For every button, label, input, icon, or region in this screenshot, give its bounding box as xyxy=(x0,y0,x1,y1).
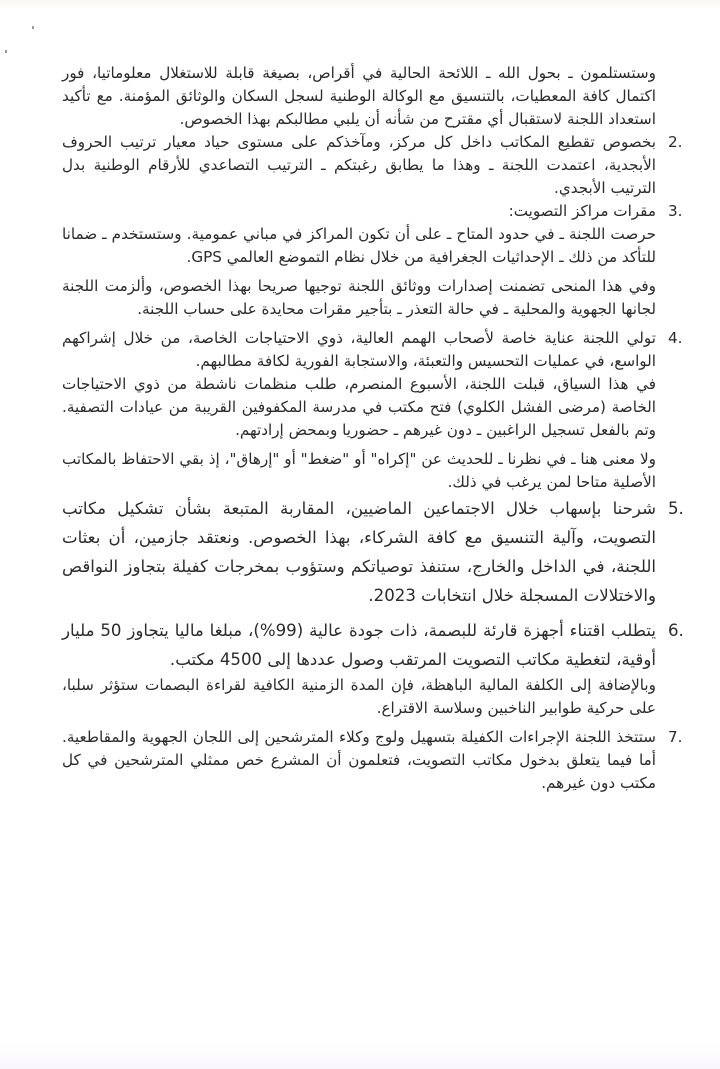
item-number: 3. xyxy=(668,202,683,220)
list-item-4 xyxy=(62,327,683,494)
item-6-continuation: وبالإضافة إلى الكلفة المالية الباهظة، فإن المدة الزمنية الكافية لقراءة البصمات ستؤثر سلبا، على حركية طوابير الناخبين وسلاسة الاقتراع. xyxy=(62,676,656,717)
scan-speck xyxy=(32,26,34,29)
item-number: 5. xyxy=(668,499,684,518)
item-paragraph: وفي هذا المنحى تضمنت إصدارات ووثائق اللجنة توجيها صريحا بهذا الخصوص، وألزمت اللجنة لجانها الجهوية والمحلية ـ في حالة التعذر ـ بتأجير مقرات محايدة على حساب اللجنة. xyxy=(62,277,656,318)
item-paragraph: حرصت اللجنة ـ في حدود المتاح ـ على أن تكون المراكز في مباني عمومية. وستستخدم ـ ضمانا للتأكد من ذلك ـ الإحداثيات الجغرافية من خلال نظام التموضع العالمي GPS. xyxy=(62,225,656,266)
item-paragraph: في هذا السياق، قبلت اللجنة، الأسبوع المنصرم، طلب منظمات ناشطة من ذوي الاحتياجات الخاصة (مرضى الفشل الكلوي) فتح مكتب في مدرسة المكفوفين القريبة من عيادات التصفية. وتم بالفعل تسجيل الراغبين ـ دون غيرهم ـ حضوريا وبمحض إرادتهم. xyxy=(62,375,656,439)
scan-bottom-edge xyxy=(0,1045,720,1069)
item-number: 7. xyxy=(668,728,683,746)
list-item-2 xyxy=(62,131,683,200)
list-item-3 xyxy=(62,200,683,321)
item-paragraph: تولي اللجنة عناية خاصة لأصحاب الهمم العالية، ذوي الاحتياجات الخاصة، من خلال إشراكهم الواسع، في عمليات التحسيس والتعبئة، والاستجابة الفورية لكافة مطالبهم. xyxy=(62,329,656,370)
document-page xyxy=(62,62,684,795)
list-item-6 xyxy=(62,616,684,674)
intro-paragraph: وستستلمون ـ بحول الله ـ اللائحة الحالية في أقراص، بصيغة قابلة للاستغلال معلوماتيا، فور اكتمال كافة المعطيات، بالتنسيق مع الوكالة الوطنية لسجل السكان والوثائق المؤمنة. مع تأكيد استعداد اللجنة لاستقبال أي مقترح من شأنه أن يلبي مطالبكم بهذا الخصوص. xyxy=(62,64,656,128)
item-heading: مقرات مراكز التصويت: xyxy=(508,202,656,220)
item-paragraph: ستتخذ اللجنة الإجراءات الكفيلة بتسهيل ولوج وكلاء المترشحين إلى اللجان الجهوية والمقاطعية. أما فيما يتعلق بدخول مكاتب التصويت، فتعلمون أن المشرع خص ممثلي المترشحين في كل مكتب دون غيرهم. xyxy=(62,728,656,792)
item-paragraph: شرحنا بإسهاب خلال الاجتماعين الماضيين، المقاربة المتبعة بشأن تشكيل مكاتب التصويت، وآلية التنسيق مع كافة الشركاء، بهذا الخصوص. ونعتقد جازمين، أن بعثات اللجنة، في الداخل والخارج، ستنفذ توصياتكم وستؤوب بمخرجات كفيلة بتجاوز النواقص والاختلالات المسجلة خلال انتخابات 2023. xyxy=(62,499,656,605)
item-number: 4. xyxy=(668,329,683,347)
item-number: 2. xyxy=(668,133,683,151)
item-paragraph: بخصوص تقطيع المكاتب داخل كل مركز، ومآخذكم على مستوى حياد معيار ترتيب الحروف الأبجدية، اعتمدت اللجنة ـ وهذا ما يطابق رغبتكم ـ الترتيب التصاعدي للأرقام الوطنية بدل الترتيب الأبجدي. xyxy=(62,133,656,197)
list-item-5 xyxy=(62,494,684,610)
item-paragraph: ولا معنى هنا ـ في نظرنا ـ للحديث عن "إكراه" أو "ضغط" أو "إرهاق"، إذ بقي الاحتفاظ بالمكاتب الأصلية متاحا لمن يرغب في ذلك. xyxy=(62,450,656,491)
scan-top-edge xyxy=(0,0,720,10)
item-number: 6. xyxy=(668,621,684,640)
item-paragraph: يتطلب اقتناء أجهزة قارئة للبصمة، ذات جودة عالية (99%)، مبلغا ماليا يتجاوز 50 مليار أوقية، لتغطية مكاتب التصويت المرتقب وصول عددها إلى 4500 مكتب. xyxy=(62,621,656,669)
list-item-7 xyxy=(62,726,683,795)
scan-speck xyxy=(5,50,7,53)
